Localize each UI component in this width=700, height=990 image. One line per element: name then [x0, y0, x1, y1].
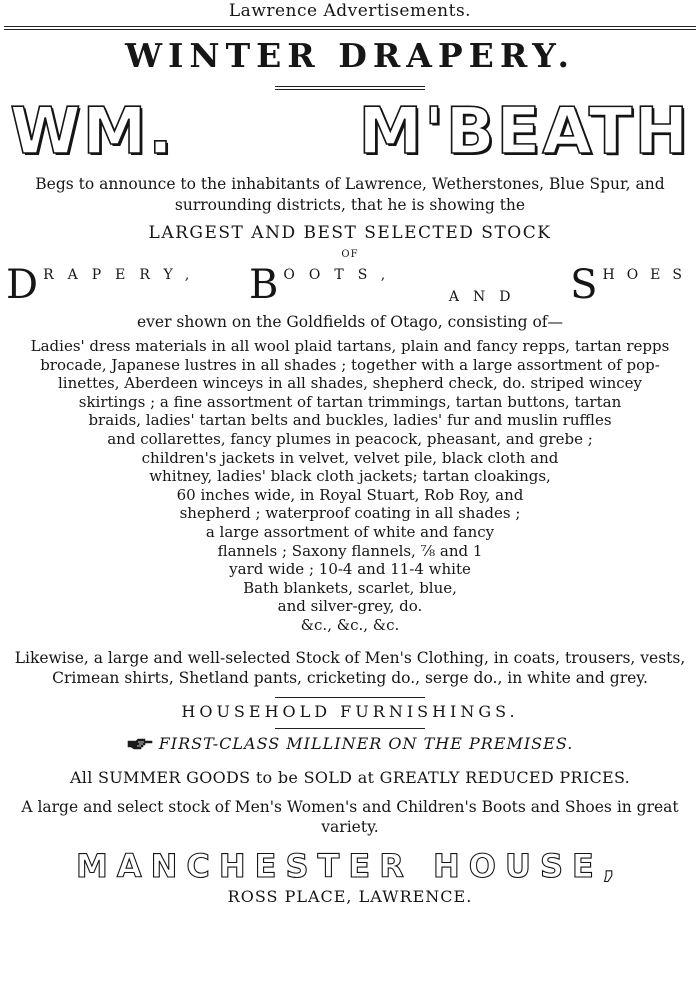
- address-line: ROSS PLACE, LAWRENCE.: [227, 886, 473, 906]
- goods-line: linettes, Aberdeen winceys in all shades, shepherd check, do. striped wincey: [57, 374, 642, 393]
- goods-line: flannels ; Saxony flannels, ⅞ and 1: [217, 541, 483, 560]
- goods-line: braids, ladies' tartan belts and buckles, ladies' fur and muslin ruffles: [88, 411, 612, 430]
- goods-line: Ladies' dress materials in all wool plaid tartans, plain and fancy repps, tartan repps: [30, 337, 670, 355]
- goods-line: shepherd ; waterproof coating in all shades ;: [179, 504, 521, 523]
- of-line: OF: [341, 249, 359, 260]
- household-rule-bottom: [275, 728, 425, 729]
- drapery-initial: D: [6, 262, 40, 308]
- merchant-name-initials: WM.: [10, 95, 175, 169]
- merchant-name: [0, 96, 700, 168]
- mens-clothing-text: Likewise, a large and well-selected Stock of Men's Clothing, in coats, trousers, vests, Crimean shirts, Shetland pants, cricketing do., serge do., in white and grey.: [14, 648, 686, 687]
- header-rule-top: [4, 26, 696, 27]
- goods-line: yard wide ; 10-4 and 11-4 white: [229, 560, 471, 579]
- household-furnishings: HOUSEHOLD FURNISHINGS.: [181, 701, 519, 721]
- intro-text: Begs to announce to the inhabitants of Lawrence, Wetherstones, Blue Spur, and surrounding districts, that he is showing the: [35, 175, 665, 214]
- and-word: AND: [448, 289, 525, 305]
- goods-line: whitney, ladies' black cloth jackets; tartan cloakings,: [149, 467, 551, 486]
- shoes-rest: HOES: [602, 267, 694, 283]
- goldfields-line: ever shown on the Goldfields of Otago, consisting of—: [136, 313, 564, 331]
- goods-line: Bath blankets, scarlet, blue,: [243, 578, 457, 597]
- manchester-house: MANCHESTER HOUSE,: [75, 846, 625, 885]
- goods-line: and silver-grey, do.: [277, 597, 423, 616]
- drapery-rest: RAPERY,: [43, 267, 204, 283]
- category-boots: [249, 262, 400, 308]
- milliner-text: FIRST-CLASS MILLINER ON THE PREMISES.: [158, 733, 574, 753]
- goods-line: skirtings ; a fine assortment of tartan trimmings, tartan buttons, tartan: [78, 392, 622, 411]
- heading-rule-bottom: [275, 89, 425, 90]
- boots-shoes-text: A large and select stock of Men's Women's and Children's Boots and Shoes in great variety.: [21, 797, 679, 836]
- goods-line: 60 inches wide, in Royal Stuart, Rob Roy, and: [176, 485, 524, 504]
- summer-goods-line: All SUMMER GOODS to be SOLD at GREATLY REDUCED PRICES.: [69, 767, 631, 787]
- category-drapery: [6, 262, 204, 308]
- header-rule-bottom: [4, 29, 696, 30]
- household-rule-top: [275, 697, 425, 698]
- category-and: [445, 287, 525, 305]
- goods-line: and collarettes, fancy plumes in peacock, pheasant, and grebe ;: [107, 429, 593, 448]
- goods-line: children's jackets in velvet, velvet pile, black cloth and: [141, 448, 559, 467]
- largest-stock-line: LARGEST AND BEST SELECTED STOCK: [148, 223, 552, 243]
- heading-rule-top: [275, 86, 425, 87]
- categories-row: [0, 262, 700, 308]
- advert-heading: WINTER DRAPERY.: [124, 36, 576, 75]
- milliner-line: [0, 732, 700, 758]
- goods-line: a large assortment of white and fancy: [205, 522, 495, 541]
- merchant-name-surname: M'BEATH: [358, 95, 690, 169]
- boots-initial: B: [249, 262, 280, 308]
- goods-line: &c., &c., &c.: [300, 615, 400, 634]
- boots-rest: OOTS,: [283, 267, 400, 283]
- pointing-hand-icon: [127, 734, 153, 758]
- shoes-initial: S: [570, 262, 599, 308]
- category-shoes: [570, 262, 694, 308]
- goods-list: [0, 337, 700, 635]
- page-header: Lawrence Advertisements.: [228, 1, 472, 21]
- goods-line: brocade, Japanese lustres in all shades ; together with a large assortment of pop-: [40, 355, 660, 374]
